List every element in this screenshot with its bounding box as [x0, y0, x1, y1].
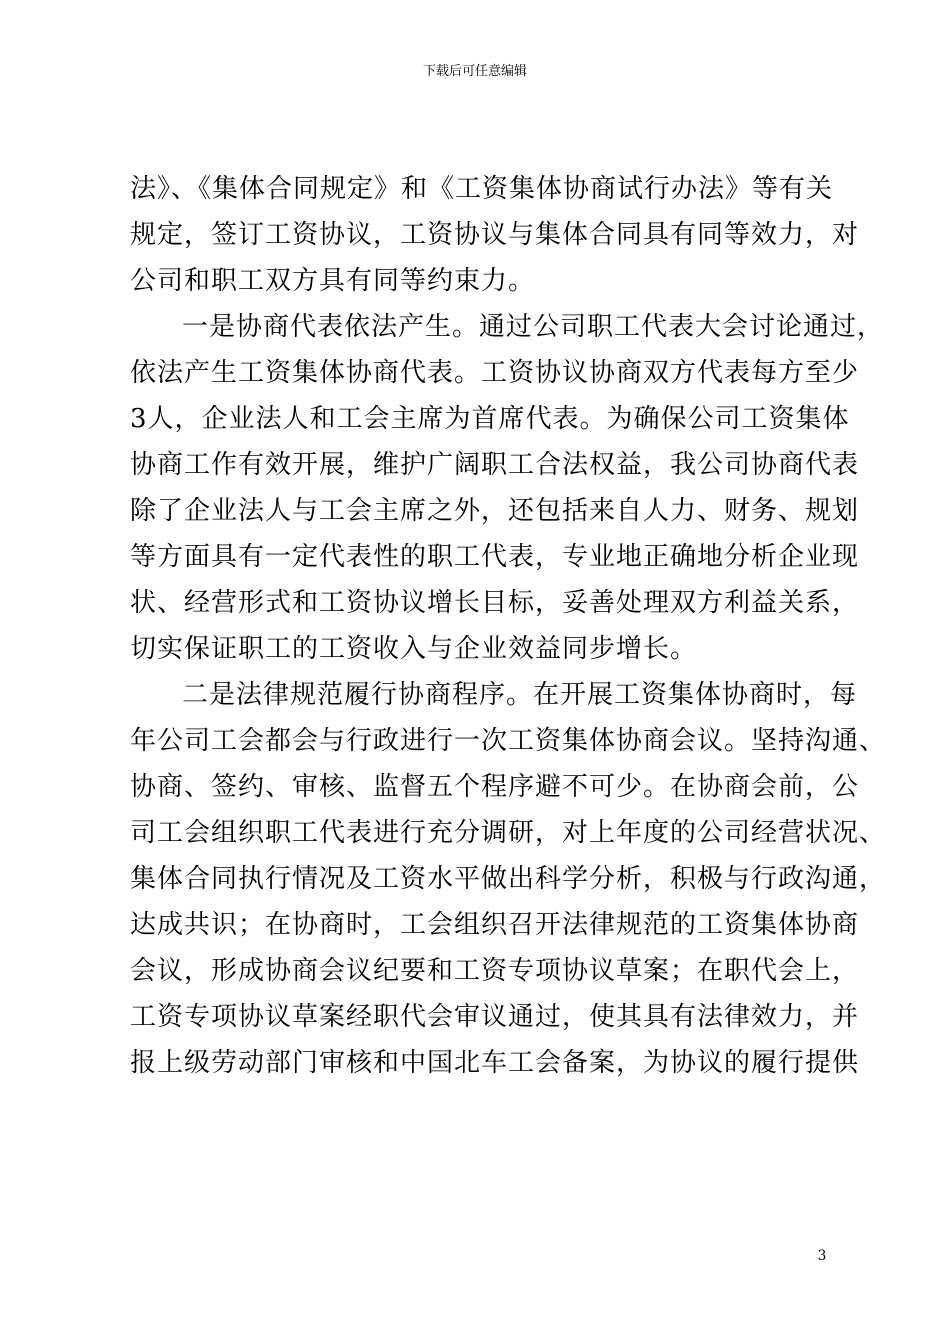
body-line: 公司和职工双方具有同等约束力。 — [130, 266, 536, 296]
body-line: 年公司工会都会与行政进行一次工资集体协商会议。坚持沟通、 — [130, 726, 887, 756]
page-number: 3 — [817, 1248, 827, 1264]
body-line: 协商、签约、审核、监督五个程序避不可少。在协商会前，公 — [130, 772, 860, 802]
body-line: 法》、《集体合同规定》和《工资集体协商试行办法》等有关 — [130, 174, 834, 204]
body-line: 报上级劳动部门审核和中国北车工会备案，为协议的履行提供 — [130, 1048, 860, 1078]
body-line: 3人，企业法人和工会主席为首席代表。为确保公司工资集体 — [130, 404, 850, 434]
body-line: 规定，签订工资协议，工资协议与集体合同具有同等效力，对 — [130, 220, 860, 250]
body-line: 达成共识；在协商时，工会组织召开法律规范的工资集体协商 — [130, 910, 860, 940]
body-line: 一是协商代表依法产生。通过公司职工代表大会讨论通过， — [182, 312, 885, 342]
body-line: 切实保证职工的工资收入与企业效益同步增长。 — [130, 634, 698, 664]
body-line: 状、经营形式和工资协议增长目标，妥善处理双方利益关系， — [130, 588, 860, 618]
body-line: 会议，形成协商会议纪要和工资专项协议草案；在职代会上， — [130, 956, 860, 986]
body-line: 协商工作有效开展，维护广阔职工合法权益，我公司协商代表 — [130, 450, 860, 480]
body-line: 工资专项协议草案经职代会审议通过，使其具有法律效力，并 — [130, 1002, 860, 1032]
page-header-note: 下载后可任意编辑 — [422, 64, 527, 79]
document-body — [130, 166, 887, 1086]
body-line: 除了企业法人与工会主席之外，还包括来自人力、财务、规划 — [130, 496, 860, 526]
body-line: 二是法律规范履行协商程序。在开展工资集体协商时，每 — [182, 680, 858, 710]
body-line: 等方面具有一定代表性的职工代表，专业地正确地分析企业现 — [130, 542, 860, 572]
body-line: 依法产生工资集体协商代表。工资协议协商双方代表每方至少 — [130, 358, 860, 388]
body-line: 集体合同执行情况及工资水平做出科学分析，积极与行政沟通， — [130, 864, 887, 894]
body-line: 司工会组织职工代表进行充分调研，对上年度的公司经营状况、 — [130, 818, 887, 848]
